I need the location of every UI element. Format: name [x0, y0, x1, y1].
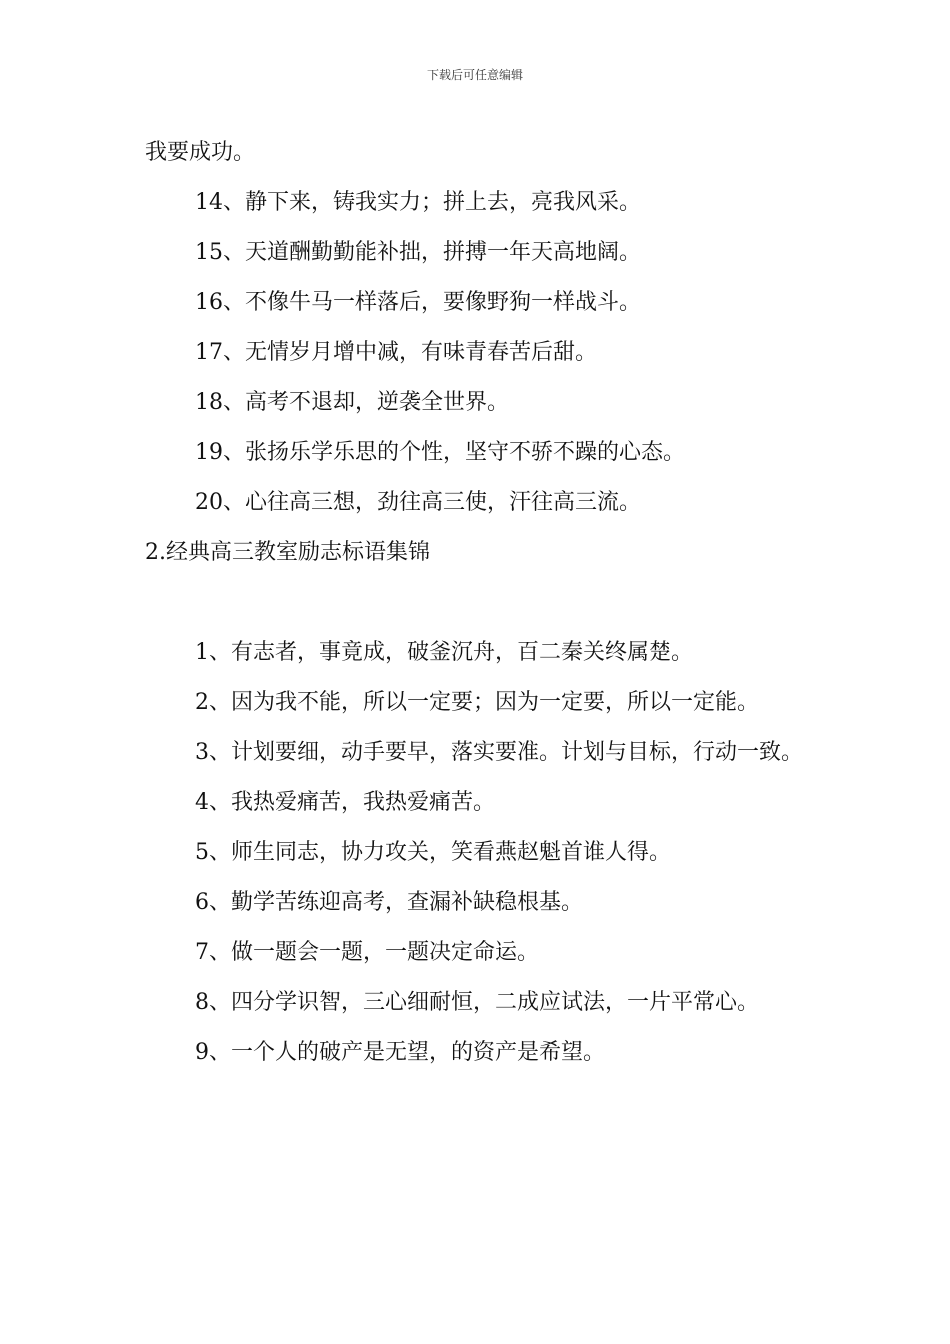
blank-line — [145, 578, 810, 628]
list-item: 17、无情岁月增中减，有味青春苦后甜。 — [195, 340, 597, 365]
list-item: 2、因为我不能，所以一定要；因为一定要，所以一定能。 — [195, 690, 759, 715]
list-item: 7、做一题会一题，一题决定命运。 — [195, 940, 539, 965]
list-item: 14、静下来，铸我实力；拼上去，亮我风采。 — [195, 190, 641, 215]
page-header: 下载后可任意编辑 — [426, 68, 523, 82]
document-body — [145, 128, 810, 1078]
list-item: 8、四分学识智，三心细耐恒，二成应试法，一片平常心。 — [195, 990, 759, 1015]
list-item: 16、不像牛马一样落后，要像野狗一样战斗。 — [195, 290, 641, 315]
list-item: 1、有志者，事竟成，破釜沉舟，百二秦关终属楚。 — [195, 640, 693, 665]
list-item: 4、我热爱痛苦，我热爱痛苦。 — [195, 790, 495, 815]
list-item: 5、师生同志，协力攻关，笑看燕赵魁首谁人得。 — [195, 840, 671, 865]
list-item: 15、天道酬勤勤能补拙，拼搏一年天高地阔。 — [195, 240, 641, 265]
list-item: 18、高考不退却，逆袭全世界。 — [195, 390, 509, 415]
list-item: 3、计划要细，动手要早，落实要准。计划与目标，行动一致。 — [195, 740, 803, 765]
list-item: 20、心往高三想，劲往高三使，汗往高三流。 — [195, 490, 641, 515]
list-item: 19、张扬乐学乐思的个性，坚守不骄不躁的心态。 — [195, 440, 685, 465]
list-item: 9、一个人的破产是无望，的资产是希望。 — [195, 1040, 605, 1065]
list-item: 6、勤学苦练迎高考，查漏补缺稳根基。 — [195, 890, 583, 915]
continuation-line: 我要成功。 — [145, 140, 256, 165]
section-heading: 2.经典高三教室励志标语集锦 — [145, 540, 430, 565]
